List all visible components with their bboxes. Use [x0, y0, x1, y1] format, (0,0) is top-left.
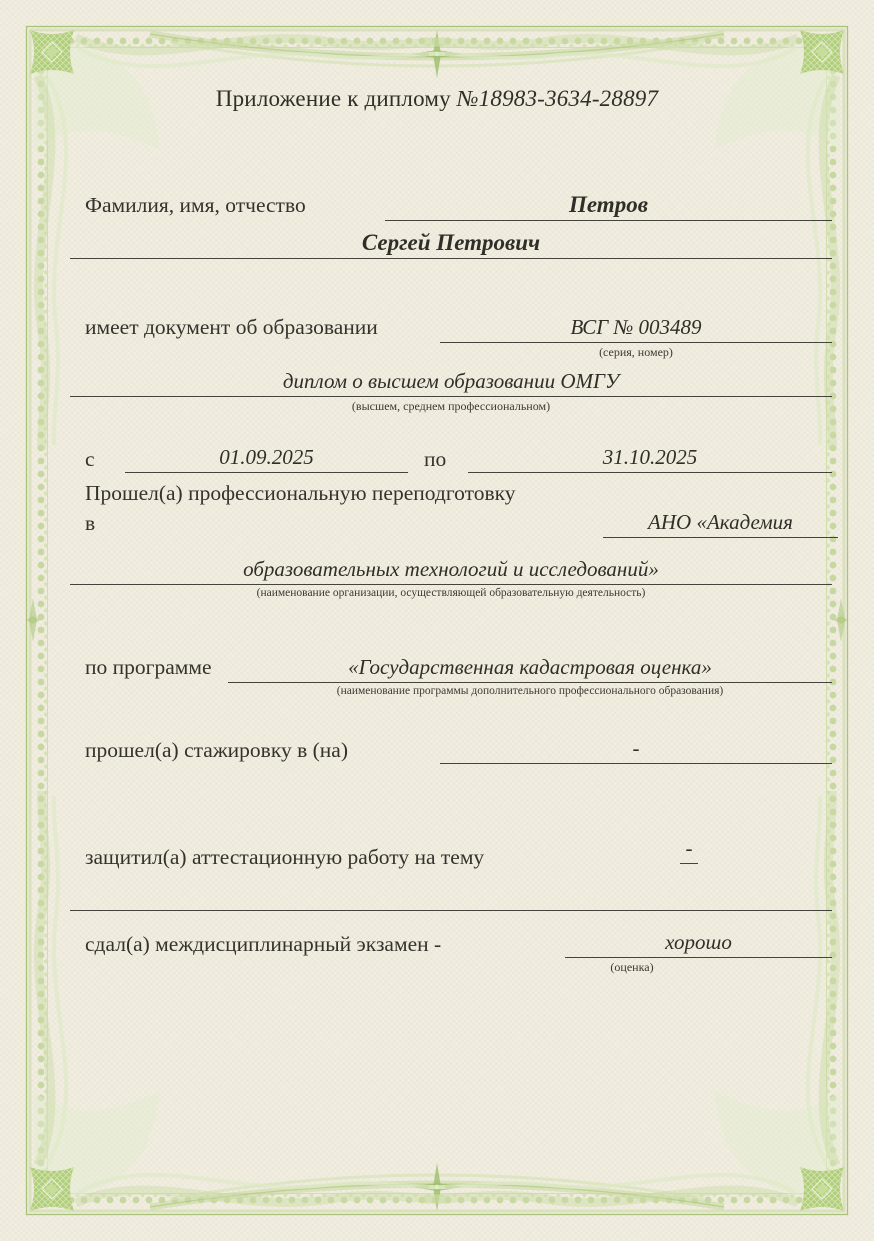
full-name-given-value: Сергей Петрович — [361, 230, 541, 255]
education-document-label: имеет документ об образовании — [85, 315, 378, 339]
period-to-value: 31.10.2025 — [602, 445, 698, 469]
internship-value: - — [632, 736, 640, 760]
thesis-field — [680, 836, 698, 864]
program-value: «Государственная кадастровая оценка» — [348, 655, 712, 679]
retraining-statement: Прошел(а) профессиональную переподготовку — [85, 481, 516, 505]
exam-label: сдал(а) междисциплинарный экзамен - — [85, 932, 442, 956]
education-document-kind-field — [70, 361, 832, 397]
education-document-kind-value: диплом о высшем образовании ОМГУ — [282, 369, 620, 393]
kind-caption: (высшем, среднем профессиональном) — [351, 399, 551, 413]
full-name-label: Фамилия, имя, отчество — [85, 193, 306, 217]
full-name-given-field — [70, 223, 832, 259]
title-number: №18983-3634-28897 — [456, 86, 659, 111]
education-document-series-field — [440, 309, 832, 343]
thesis-label: защитил(а) аттестационную работу на тему — [85, 845, 485, 869]
education-document-series-value: ВСГ № 003489 — [570, 315, 702, 339]
period-from-label: с — [85, 447, 95, 471]
full-name-surname-value: Петров — [569, 192, 648, 217]
organization-field-line1 — [603, 504, 838, 538]
internship-field — [440, 730, 832, 764]
full-name-surname-field — [385, 186, 832, 221]
thesis-blank-line — [70, 910, 832, 911]
document-title — [0, 86, 874, 112]
title-prefix: Приложение к диплому — [215, 86, 457, 111]
organization-value-line2: образовательных технологий и исследований» — [243, 557, 659, 581]
program-field — [228, 648, 832, 683]
thesis-value: - — [685, 836, 693, 860]
exam-grade-value: хорошо — [665, 930, 732, 954]
period-from-value: 01.09.2025 — [219, 445, 314, 469]
organization-label: в — [85, 511, 96, 535]
period-to-field — [468, 439, 832, 473]
period-from-field — [125, 439, 408, 473]
series-caption: (серия, номер) — [599, 345, 673, 359]
exam-grade-field — [565, 924, 832, 958]
grade-caption: (оценка) — [610, 960, 654, 974]
organization-caption: (наименование организации, осуществляющей образовательную деятельность) — [256, 587, 646, 599]
period-to-label: по — [424, 447, 447, 471]
program-caption: (наименование программы дополнительного профессионального образования) — [336, 685, 724, 697]
program-label: по программе — [85, 655, 212, 679]
internship-label: прошел(а) стажировку в (на) — [85, 738, 348, 762]
organization-value-line1: АНО «Академия — [648, 510, 793, 534]
organization-field-line2 — [70, 549, 832, 585]
